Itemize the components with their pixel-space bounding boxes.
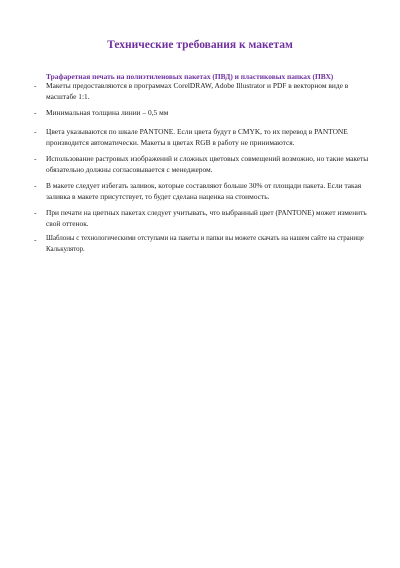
bullet-marker: - [34, 81, 37, 90]
bullet-marker: - [34, 235, 37, 244]
requirement-text: Минимальная толщина линии – 0,5 мм [46, 108, 169, 117]
requirement-text: Макеты предоставляются в программах CorelDRAW, Adobe Illustrator и PDF в векторном виде в масштабе 1:1. [46, 81, 349, 101]
bullet-marker: - [34, 127, 37, 136]
bullet-marker: - [34, 181, 37, 190]
requirement-text: В макете следует избегать заливок, которые составляют больше 30% от площади пакета. Если такая заливка в макете присутствует, то будет сделана наценка на стоимость. [46, 181, 362, 201]
section-subtitle: Трафаретная печать на полиэтиленовых пакетах (ПВД) и пластиковых папках (ПВХ) [46, 72, 334, 81]
bullet-marker: - [34, 154, 37, 163]
requirement-text: Цвета указываются по шкале PANTONE. Если цвета будут в CMYK, то их перевод в PANTONE производится автоматически. Макеты в цветах RGB в работу не принимаются. [46, 127, 348, 147]
page-title: Технические требования к макетам [107, 39, 293, 51]
requirement-text: При печати на цветных пакетах следует учитывать, что выбранный цвет (PANTONE) может изменить свой оттенок. [46, 208, 367, 228]
bullet-marker: - [34, 108, 37, 117]
bullet-marker: - [34, 208, 37, 217]
requirement-text: Использование растровых изображений и сложных цветовых совмещений возможно, но такие макеты обязательно должны согласовывается с менеджером. [46, 154, 369, 174]
requirement-text: Шаблоны с технологическими отступами на пакеты и папки вы можете скачать на нашем сайте на странице Калькулятор. [46, 235, 364, 253]
